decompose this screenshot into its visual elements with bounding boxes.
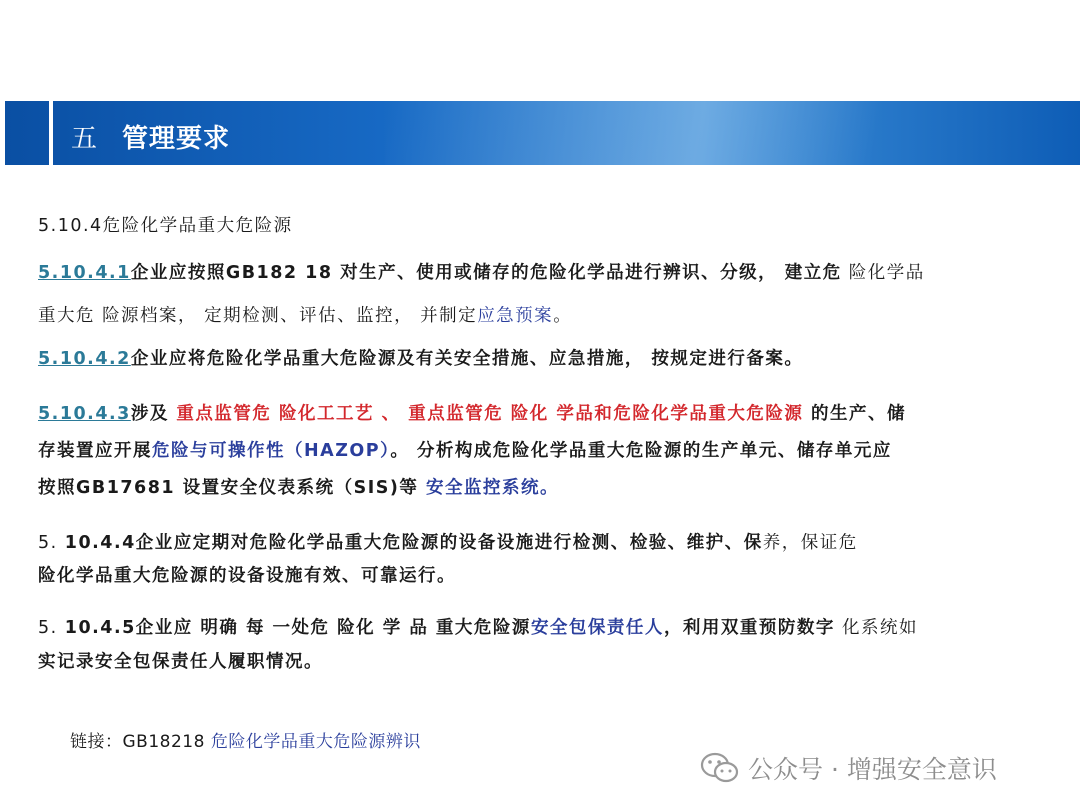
item-3-monitor-system: 安全监控系统。	[426, 478, 559, 498]
item-1-line-2	[38, 302, 572, 327]
item-3-text-d: 。 分析构成危险化学品重大危险源的生产单元、储存单元应	[390, 441, 892, 461]
reference-link	[70, 727, 421, 752]
item-3-text-b: 的生产、储	[803, 404, 906, 424]
item-4-line-2	[38, 562, 456, 587]
item-2-line	[38, 345, 803, 370]
item-5-id: 10.4.5	[64, 618, 136, 638]
item-1-highlight: 应急预案	[477, 306, 554, 326]
wechat-icon	[700, 751, 740, 785]
item-5-text-b: ，利用双重预防数字	[663, 618, 835, 638]
item-2-text: 企业应将危险化学品重大危险源及有关安全措施、应急措施， 按规定进行备案。	[130, 349, 804, 369]
item-3-text-e: 按照GB17681 设置安全仪表系统（SIS)等	[38, 478, 426, 498]
item-1-text-d: 。	[553, 306, 573, 326]
banner-divider	[49, 101, 53, 165]
item-3-line-2	[38, 437, 892, 462]
item-2-link[interactable]: 5.10.4.2	[38, 349, 131, 369]
watermark-text: 公众号 · 增强安全意识	[748, 755, 997, 784]
item-3-line-1	[38, 400, 906, 425]
item-1-text-c: 重大危 险源档案， 定期检测、评估、监控， 并制定	[38, 306, 478, 326]
item-5-text-c: 化系统如	[834, 618, 918, 638]
section-number: 五	[71, 124, 99, 154]
watermark	[700, 748, 997, 788]
item-3-link[interactable]: 5.10.4.3	[38, 404, 131, 424]
item-5-line-1	[38, 614, 918, 639]
item-4-text-b: 养，保证危	[762, 533, 858, 553]
item-1-text-b: 险化学品	[841, 263, 925, 283]
item-5-prefix: 5.	[38, 618, 65, 638]
item-4-id: 10.4.4	[64, 533, 136, 553]
section-header-banner	[5, 101, 1080, 165]
item-3-red-text: 重点监管危 险化工工艺 、 重点监管危 险化 学品和危险化学品重大危险源	[176, 404, 804, 424]
section-header-title	[71, 118, 230, 155]
reference-label: 链接：GB18218	[70, 732, 211, 752]
item-5-text-a: 企业应 明确 每 一处危 险化 学 品 重大危险源	[135, 618, 531, 638]
reference-link-text[interactable]: 危险化学品重大危险源辨识	[210, 732, 421, 752]
banner-highlight	[385, 101, 1080, 165]
item-3-text-a: 涉及	[130, 404, 177, 424]
item-3-line-3	[38, 474, 559, 499]
item-1-link[interactable]: 5.10.4.1	[38, 263, 131, 283]
item-1-text-a: 企业应按照GB182 18 对生产、使用或储存的危险化学品进行辨识、分级， 建立危	[130, 263, 842, 283]
item-3-hazop: 危险与可操作性（HAZOP）	[152, 441, 391, 461]
item-1-line-1	[38, 259, 925, 284]
item-5-responsible-person: 安全包保责任人	[530, 618, 664, 638]
item-3-text-c: 存装置应开展	[38, 441, 152, 461]
item-4-prefix: 5.	[38, 533, 65, 553]
item-4-text-a: 企业应定期对危险化学品重大危险源的设备设施进行检测、检验、维护、保	[135, 533, 763, 553]
section-subtitle: 5.10.4危险化学品重大危险源	[38, 216, 293, 236]
item-4-line-1	[38, 529, 858, 554]
item-4-text-c: 险化学品重大危险源的设备设施有效、可靠运行。	[38, 566, 456, 586]
item-5-line-2	[38, 648, 323, 673]
item-5-text-d: 实记录安全包保责任人履职情况。	[38, 652, 323, 672]
section-title-text: 管理要求	[122, 124, 231, 154]
